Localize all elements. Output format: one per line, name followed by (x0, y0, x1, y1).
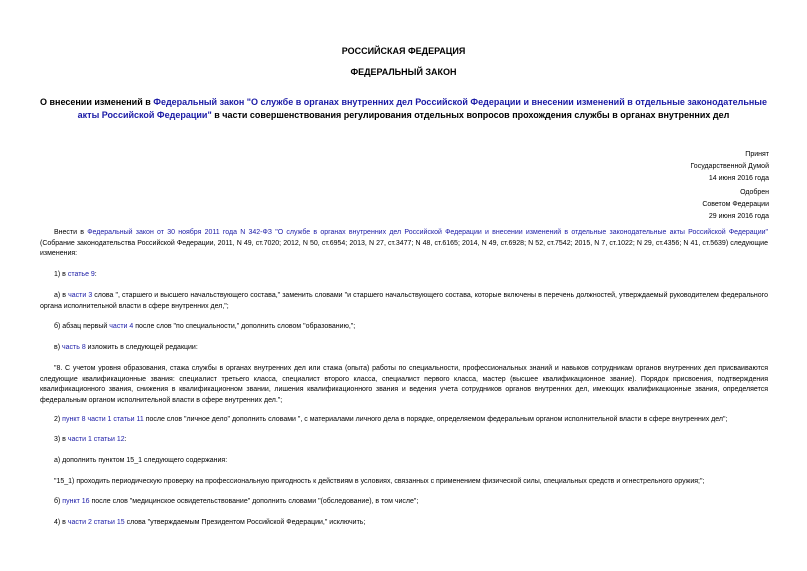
title-suffix: в части совершенствования регулирования отдельных вопросов прохождения службы в органах внутренних дел (211, 110, 730, 120)
law-type-heading: ФЕДЕРАЛЬНЫЙ ЗАКОН (350, 67, 457, 77)
item-1 (40, 270, 768, 281)
item-3-link[interactable]: части 1 статьи 12 (67, 436, 125, 443)
intro-law-link[interactable]: Федеральный закон от 30 ноября 2011 года N 342-ФЗ "О службе в органах внутренних дел Российской Федерации и внесении изменений в отдельные законодательные акты Российской Федерации" (87, 229, 768, 236)
intro-text-1: Внести в (54, 229, 88, 236)
item-3-end: : (124, 436, 127, 443)
intro-text-2: (Собрание законодательства Российской Федерации, 2011, N 49, ст.7020; 2012, N 50, ст.6954; 2013, N 27, ст.3477; N 48, ст.6165; 2014, N 49, ст.6928; N 52, ст.7542; 2015, N 7, ст.1022; N 29, ст.4356; N 41, ст.5639) следующие изменения: (40, 239, 768, 257)
item-1a-text-1: а) в (54, 292, 69, 299)
adopted-line3: 14 июня 2016 года (708, 175, 769, 182)
item-1b-text-2: после слов "по специальности," дополнить словом "образованию,"; (133, 323, 356, 330)
item-3a-quote: "15_1) проходить периодическую проверку на профессиональную пригодность к действиям в условиях, связанных с применением физической силы, специальных средств и огнестрельного оружия;"; (54, 478, 705, 485)
item-1-link[interactable]: статье 9 (67, 271, 95, 278)
approved-line2: Советом Федерации (702, 201, 769, 208)
item-3b-link[interactable]: пункт 16 (62, 498, 90, 505)
item-3b-text-1: б) (54, 498, 63, 505)
item-1c-link[interactable]: часть 8 (62, 344, 86, 351)
item-1a (40, 291, 768, 312)
item-3b-text-2: после слов "медицинское освидетельствование" дополнить словами "(обследование), в том числе"; (89, 498, 419, 505)
item-3a: а) дополнить пунктом 15_1 следующего содержания: (54, 457, 228, 464)
item-1c-text-2: изложить в следующей редакции: (85, 344, 198, 351)
item-1b (40, 322, 768, 333)
item-1-text: 1) в (54, 271, 68, 278)
approved-line3: 29 июня 2016 года (708, 213, 769, 220)
title-prefix: О внесении изменений в (39, 97, 154, 107)
item-4-text-2: слова "утверждаемым Президентом Российской Федерации," исключить; (124, 519, 366, 526)
country-heading: РОССИЙСКАЯ ФЕДЕРАЦИЯ (341, 46, 466, 56)
intro-paragraph (40, 228, 768, 260)
item-1c-text-1: в) (54, 344, 62, 351)
item-4-text-1: 4) в (54, 519, 68, 526)
approved-block (702, 187, 769, 223)
item-4-link[interactable]: части 2 статьи 15 (67, 519, 125, 526)
item-1-end: : (94, 271, 97, 278)
item-1b-link[interactable]: части 4 (109, 323, 134, 330)
item-1c (40, 343, 768, 354)
item-2 (40, 415, 768, 426)
item-2-text-2: после слов "личное дело" дополнить словами ", с материалами личного дела в порядке, определяемом федеральным органом исполнительной власти в сфере внутренних дел"; (143, 416, 728, 423)
adopted-line2: Государственной Думой (690, 163, 769, 170)
item-3b (40, 497, 768, 508)
item-3 (40, 435, 768, 446)
approved-line1: Одобрен (740, 189, 769, 196)
adopted-block (690, 149, 769, 185)
item-4 (40, 518, 768, 529)
item-1b-text-1: б) абзац первый (54, 323, 110, 330)
item-1a-link[interactable]: части 3 (68, 292, 93, 299)
adopted-line1: Принят (745, 151, 769, 158)
document-title (30, 96, 777, 122)
item-2-link[interactable]: пункт 8 части 1 статьи 11 (62, 416, 144, 423)
title-law-link[interactable]: Федеральный закон "О службе в органах внутренних дел Российской Федерации и внесении изменений в отдельные законодательные акты Российской Федерации" (77, 97, 767, 120)
item-3-text: 3) в (54, 436, 68, 443)
item-1a-text-2: слова ", старшего и высшего начальствующего состава," заменить словами "и старшего начальствующего состава, которые включены в перечень должностей, утверждаемый руководителем федерального органа исполнительной власти в сфере внутренних дел,"; (40, 292, 768, 310)
item-2-text-1: 2) (54, 416, 63, 423)
item-1c-quote: "8. С учетом уровня образования, стажа службы в органах внутренних дел или стажа (опыта) работы по специальности, профессиональных знаний и навыков сотрудникам органов внутренних дел присваиваются следующие квалификационные звания: специалист третьего класса, специалист второго класса, специалист первого класса, мастер (высшее квалификационное звание). Порядок присвоения, подтверждения квалификационного звания, снижения в квалификационном звании, лишения квалификационного звания и ведения учета сотрудников органов внутренних дел, имеющих квалификационные звания, определяется федеральным органом исполнительной власти в сфере внутренних дел."; (40, 365, 768, 404)
